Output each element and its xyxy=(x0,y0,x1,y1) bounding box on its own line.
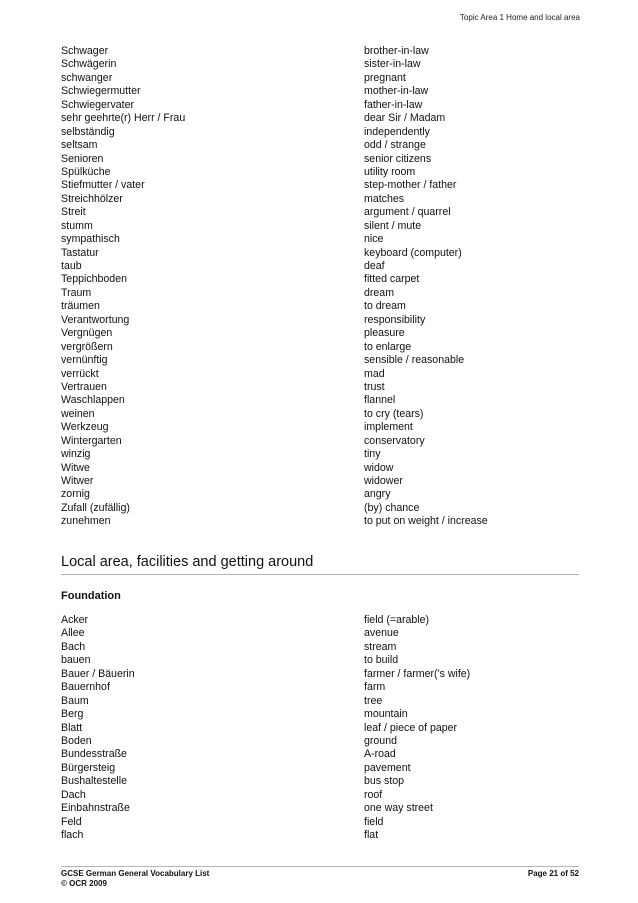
section-title: Local area, facilities and getting around xyxy=(61,554,579,575)
german-term: Verantwortung xyxy=(61,313,130,326)
german-term: seltsam xyxy=(61,139,98,152)
footer-copyright: © OCR 2009 xyxy=(61,879,107,888)
vocab-row xyxy=(61,762,581,775)
vocab-row xyxy=(61,394,581,407)
vocab-row xyxy=(61,247,581,260)
german-term: Bauer / Bäuerin xyxy=(61,667,135,680)
english-translation: pleasure xyxy=(364,327,405,340)
german-term: zornig xyxy=(61,488,90,501)
english-translation: stream xyxy=(364,640,397,653)
german-term: Bundesstraße xyxy=(61,748,127,761)
vocab-row xyxy=(61,641,581,654)
english-translation: roof xyxy=(364,788,383,801)
german-term: Schwiegermutter xyxy=(61,85,141,98)
german-term: Blatt xyxy=(61,721,83,734)
english-translation: angry xyxy=(364,488,391,501)
english-translation: bus stop xyxy=(364,775,405,788)
english-translation: field xyxy=(364,815,384,828)
english-translation: trust xyxy=(364,380,385,393)
vocab-row xyxy=(61,462,581,475)
vocab-row xyxy=(61,273,581,286)
german-term: Traum xyxy=(61,286,92,299)
german-term: flach xyxy=(61,829,84,841)
vocab-row xyxy=(61,354,581,367)
german-term: Berg xyxy=(61,708,84,721)
english-translation: nice xyxy=(364,233,384,246)
german-term: Witwe xyxy=(61,461,90,474)
english-translation: tiny xyxy=(364,448,381,461)
vocab-row xyxy=(61,327,581,340)
english-translation: farmer / farmer('s wife) xyxy=(364,667,471,680)
german-term: weinen xyxy=(61,407,95,420)
english-translation: widower xyxy=(364,475,403,487)
english-translation: to build xyxy=(364,654,399,667)
vocab-row xyxy=(61,58,581,71)
vocab-row xyxy=(61,735,581,748)
english-translation: sensible / reasonable xyxy=(364,354,465,367)
english-translation: matches xyxy=(364,192,405,205)
english-translation: field (=arable) xyxy=(364,614,430,626)
english-translation: implement xyxy=(364,421,413,434)
vocab-row xyxy=(61,488,581,501)
english-translation: conservatory xyxy=(364,434,425,447)
german-term: Bürgersteig xyxy=(61,761,116,774)
english-translation: to enlarge xyxy=(364,340,412,353)
german-term: Feld xyxy=(61,815,82,828)
german-term: taub xyxy=(61,260,82,272)
vocab-list-1 xyxy=(61,45,581,529)
vocab-row xyxy=(61,816,581,829)
vocab-row xyxy=(61,166,581,179)
german-term: stumm xyxy=(61,219,93,232)
german-term: Baum xyxy=(61,694,89,707)
english-translation: sister-in-law xyxy=(364,58,421,71)
vocab-row xyxy=(61,789,581,802)
vocab-row xyxy=(61,748,581,761)
german-term: Wintergarten xyxy=(61,434,122,447)
vocab-row xyxy=(61,421,581,434)
english-translation: to dream xyxy=(364,300,406,313)
vocab-row xyxy=(61,654,581,667)
german-term: sympathisch xyxy=(61,233,120,246)
german-term: selbständig xyxy=(61,125,115,138)
vocab-row xyxy=(61,179,581,192)
footer-doc-title: GCSE German General Vocabulary List xyxy=(61,869,210,878)
vocab-row xyxy=(61,193,581,206)
german-term: Zufall (zufällig) xyxy=(61,501,130,514)
vocab-row xyxy=(61,45,581,58)
german-term: Senioren xyxy=(61,152,104,165)
vocab-row xyxy=(61,708,581,721)
english-translation: pregnant xyxy=(364,71,406,84)
german-term: träumen xyxy=(61,300,100,313)
german-term: Bushaltestelle xyxy=(61,775,127,788)
vocab-row xyxy=(61,341,581,354)
german-term: Spülküche xyxy=(61,165,111,178)
vocab-row xyxy=(61,515,581,528)
english-translation: mad xyxy=(364,367,385,380)
english-translation: mother-in-law xyxy=(364,85,429,98)
english-translation: silent / mute xyxy=(364,219,422,232)
page-header: Topic Area 1 Home and local area xyxy=(459,13,580,22)
vocab-row xyxy=(61,802,581,815)
vocab-row xyxy=(61,627,581,640)
english-translation: brother-in-law xyxy=(364,45,429,57)
vocab-row xyxy=(61,695,581,708)
german-term: Schwager xyxy=(61,45,109,57)
english-translation: ground xyxy=(364,734,397,747)
english-translation: father-in-law xyxy=(364,98,423,111)
english-translation: fitted carpet xyxy=(364,273,420,286)
vocab-row xyxy=(61,85,581,98)
english-translation: responsibility xyxy=(364,313,426,326)
vocab-row xyxy=(61,448,581,461)
vocab-row xyxy=(61,668,581,681)
vocab-row xyxy=(61,408,581,421)
english-translation: (by) chance xyxy=(364,501,420,514)
german-term: vergrößern xyxy=(61,340,113,353)
german-term: Bach xyxy=(61,640,86,653)
vocab-row xyxy=(61,99,581,112)
german-term: Vertrauen xyxy=(61,380,107,393)
english-translation: one way street xyxy=(364,802,433,815)
german-term: Streichhölzer xyxy=(61,192,123,205)
vocab-row xyxy=(61,233,581,246)
vocab-row xyxy=(61,153,581,166)
english-translation: flat xyxy=(364,829,379,841)
vocab-row xyxy=(61,368,581,381)
english-translation: flannel xyxy=(364,394,396,407)
german-term: Einbahnstraße xyxy=(61,802,130,815)
english-translation: pavement xyxy=(364,761,411,774)
english-translation: to cry (tears) xyxy=(364,407,424,420)
vocab-row xyxy=(61,614,581,627)
vocab-row xyxy=(61,260,581,273)
german-term: verrückt xyxy=(61,367,99,380)
english-translation: tree xyxy=(364,694,383,707)
vocab-row xyxy=(61,300,581,313)
english-translation: senior citizens xyxy=(364,152,432,165)
german-term: vernünftig xyxy=(61,354,108,367)
german-term: Stiefmutter / vater xyxy=(61,179,145,192)
english-translation: widow xyxy=(364,461,394,474)
page-footer xyxy=(61,866,579,889)
vocab-row xyxy=(61,112,581,125)
german-term: Schwiegervater xyxy=(61,98,135,111)
english-translation: utility room xyxy=(364,165,416,178)
vocab-row xyxy=(61,206,581,219)
vocab-row xyxy=(61,72,581,85)
english-translation: odd / strange xyxy=(364,139,426,152)
german-term: zunehmen xyxy=(61,515,111,528)
english-translation: dream xyxy=(364,286,395,299)
german-term: Teppichboden xyxy=(61,273,127,286)
german-term: Acker xyxy=(61,614,89,626)
vocab-row xyxy=(61,381,581,394)
german-term: Tastatur xyxy=(61,246,99,259)
german-term: sehr geehrte(r) Herr / Frau xyxy=(61,112,186,125)
german-term: Witwer xyxy=(61,475,94,487)
vocab-row xyxy=(61,126,581,139)
english-translation: keyboard (computer) xyxy=(364,246,462,259)
german-term: Dach xyxy=(61,788,86,801)
english-translation: A-road xyxy=(364,748,396,761)
vocab-row xyxy=(61,829,581,842)
english-translation: deaf xyxy=(364,260,385,272)
german-term: Boden xyxy=(61,734,92,747)
german-term: winzig xyxy=(61,448,91,461)
footer-page-number: Page 21 of 52 xyxy=(527,869,579,878)
subsection-title: Foundation xyxy=(61,590,121,602)
english-translation: independently xyxy=(364,125,430,138)
german-term: Vergnügen xyxy=(61,327,113,340)
german-term: schwanger xyxy=(61,71,113,84)
vocab-row xyxy=(61,287,581,300)
german-term: Bauernhof xyxy=(61,681,110,694)
german-term: Streit xyxy=(61,206,86,219)
vocab-row xyxy=(61,139,581,152)
english-translation: step-mother / father xyxy=(364,179,457,192)
english-translation: argument / quarrel xyxy=(364,206,451,219)
english-translation: dear Sir / Madam xyxy=(364,112,446,125)
german-term: Werkzeug xyxy=(61,421,109,434)
german-term: Schwägerin xyxy=(61,58,117,71)
english-translation: leaf / piece of paper xyxy=(364,721,458,734)
vocab-row xyxy=(61,502,581,515)
vocab-row xyxy=(61,775,581,788)
vocab-row xyxy=(61,681,581,694)
vocab-row xyxy=(61,475,581,488)
english-translation: avenue xyxy=(364,627,399,640)
vocab-row xyxy=(61,220,581,233)
german-term: Allee xyxy=(61,627,85,640)
english-translation: mountain xyxy=(364,708,408,721)
german-term: Waschlappen xyxy=(61,394,125,407)
english-translation: to put on weight / increase xyxy=(364,515,488,528)
german-term: bauen xyxy=(61,654,91,667)
vocab-row xyxy=(61,314,581,327)
vocab-row xyxy=(61,435,581,448)
vocab-list-2 xyxy=(61,614,581,842)
english-translation: farm xyxy=(364,681,386,694)
vocab-row xyxy=(61,722,581,735)
